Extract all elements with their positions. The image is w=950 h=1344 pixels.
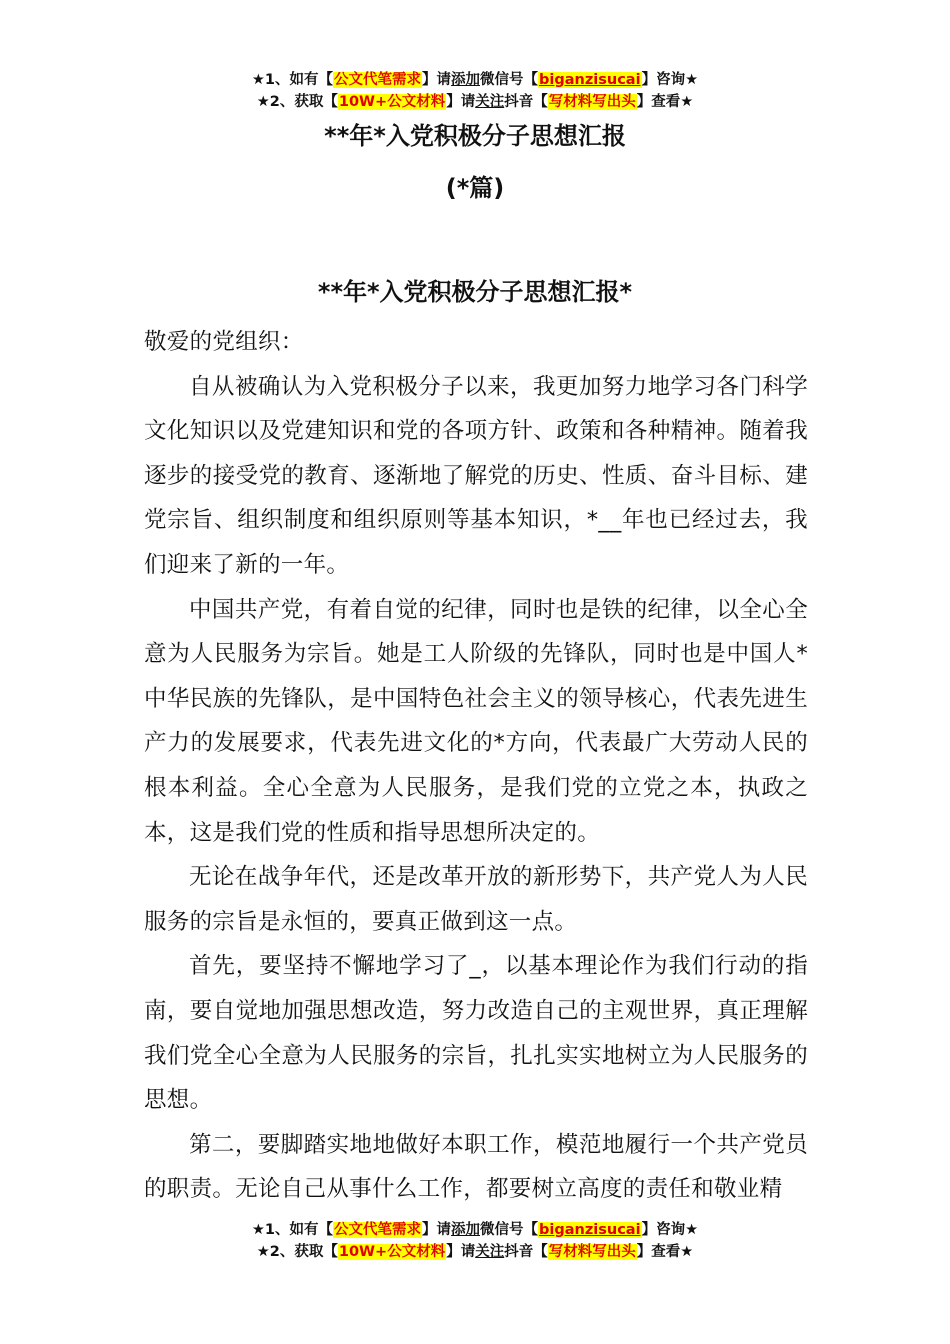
promo-highlight: 10W+公文材料 <box>338 94 446 110</box>
section-title: **年*入党积极分子思想汇报* <box>317 278 633 306</box>
promo-text: ★1、如有【 <box>251 72 334 88</box>
douyin-highlight: 写材料写出头 <box>548 1244 636 1260</box>
promo-text: 】请 <box>446 1244 476 1260</box>
body-paragraph: 无论在战争年代，还是改革开放的新形势下，共产党人为人民服务的宗旨是永恒的，要真正做到这一点。 <box>144 864 808 935</box>
promo-text: 】咨询★ <box>641 72 699 88</box>
douyin-highlight: 写材料写出头 <box>548 94 636 110</box>
promo-text: 抖音【 <box>504 1244 548 1260</box>
promo-text: 】查看★ <box>636 94 694 110</box>
document-title: **年*入党积极分子思想汇报 <box>324 122 626 150</box>
header-promo-banner <box>0 69 950 113</box>
wechat-id-highlight: biganzisucai <box>539 72 641 88</box>
promo-highlight: 公文代笔需求 <box>334 1222 422 1238</box>
promo-highlight: 10W+公文材料 <box>338 1244 446 1260</box>
body-paragraph: 中国共产党，有着自觉的纪律，同时也是铁的纪律，以全心全意为人民服务为宗旨。她是工人阶级的先锋队，同时也是中国人*中华民族的先锋队，是中国特色社会主义的领导核心，代表先进生产力的发展要求，代表先进文化的*方向，代表最广大劳动人民的根本利益。全心全意为人民服务，是我们党的立党之本，执政之本，这是我们党的性质和指导思想所决定的。 <box>144 596 808 846</box>
promo-highlight: 公文代笔需求 <box>334 72 422 88</box>
promo-underline: 添加 <box>451 1222 481 1238</box>
promo-text: 抖音【 <box>504 94 548 110</box>
promo-text: ★1、如有【 <box>251 1222 334 1238</box>
promo-line-2 <box>0 1241 950 1263</box>
wechat-id-highlight: biganzisucai <box>539 1222 641 1238</box>
promo-text: 微信号【 <box>480 72 539 88</box>
promo-text: 微信号【 <box>480 1222 539 1238</box>
promo-text: ★2、获取【 <box>256 1244 338 1260</box>
promo-text: ★2、获取【 <box>256 94 338 110</box>
promo-text: 】请 <box>422 72 452 88</box>
document-subtitle: (*篇) <box>445 174 505 202</box>
promo-text: 】查看★ <box>636 1244 694 1260</box>
promo-line-2 <box>0 91 950 113</box>
footer-promo-banner <box>0 1219 950 1263</box>
body-paragraph: 自从被确认为入党积极分子以来，我更加努力地学习各门科学文化知识以及党建知识和党的各项方针、政策和各种精神。随着我逐步的接受党的教育、逐渐地了解党的历史、性质、奋斗目标、建党宗旨、组织制度和组织原则等基本知识，*__年也已经过去，我们迎来了新的一年。 <box>144 373 808 578</box>
promo-underline: 关注 <box>475 94 505 110</box>
promo-text: 】咨询★ <box>641 1222 699 1238</box>
promo-underline: 添加 <box>451 72 481 88</box>
promo-text: 】请 <box>446 94 476 110</box>
document-body <box>144 320 808 1212</box>
body-paragraph: 第二，要脚踏实地地做好本职工作，模范地履行一个共产党员的职责。无论自己从事什么工作，都要树立高度的责任和敬业精 <box>144 1131 808 1203</box>
greeting: 敬爱的党组织： <box>144 329 304 355</box>
promo-underline: 关注 <box>475 1244 505 1260</box>
promo-line-1 <box>0 1219 950 1241</box>
promo-text: 】请 <box>422 1222 452 1238</box>
body-paragraph: 首先，要坚持不懈地学习了_，以基本理论作为我们行动的指南，要自觉地加强思想改造，努力改造自己的主观世界，真正理解我们党全心全意为人民服务的宗旨，扎扎实实地树立为人民服务的思想。 <box>144 953 808 1114</box>
promo-line-1 <box>0 69 950 91</box>
